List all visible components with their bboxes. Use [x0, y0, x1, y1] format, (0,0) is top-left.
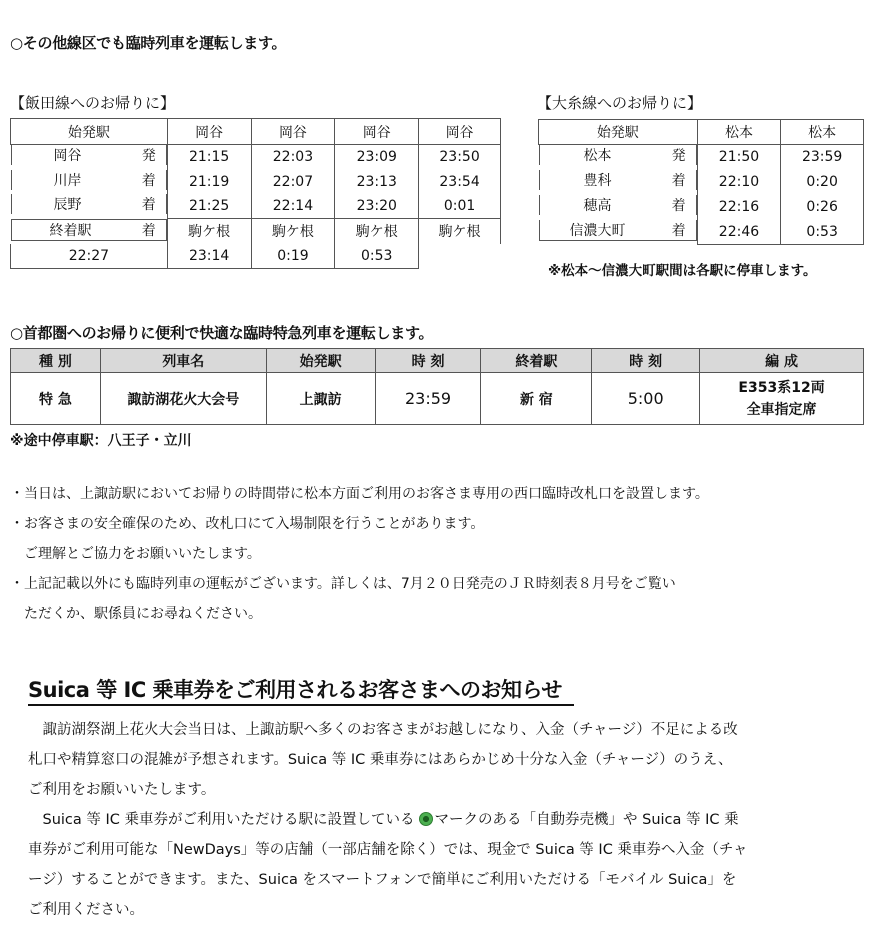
oito-line-timetable	[538, 119, 864, 245]
ic-card-mark-icon	[419, 812, 433, 826]
formation-cars: E353系12両	[738, 379, 825, 396]
terminal-row	[11, 219, 501, 244]
time-cell: 22:46	[697, 220, 781, 245]
arrival-mark: 着	[141, 222, 156, 239]
time-cell: 21:19	[167, 170, 251, 194]
arrival-time: 5:00	[592, 373, 700, 425]
header-origin: 始発駅	[266, 349, 375, 373]
station-name: 辰野	[53, 196, 82, 213]
time-cell: 0:53	[335, 244, 419, 269]
time-cell: 23:20	[335, 194, 419, 219]
destination-cell: 駒ケ根	[251, 219, 335, 244]
time-cell: 23:14	[167, 244, 251, 269]
paragraph-line: ご利用ください。	[28, 902, 144, 918]
time-cell: 0:01	[419, 194, 501, 219]
section-heading-express: ○首都圏へのお帰りに便利で快適な臨時特急列車を運転します。	[10, 324, 434, 342]
station-cell	[539, 145, 697, 165]
station-name: 岡谷	[53, 148, 82, 164]
arrival-departure-mark: 着	[141, 172, 156, 189]
header-departure-time: 時 刻	[375, 349, 481, 373]
paragraph-line: 札口や精算窓口の混雑が予想されます。Suica 等 IC 乗車券にはあらかじめ十分な入金（チャージ）のうえ、	[28, 752, 733, 768]
station-cell	[539, 170, 697, 190]
paragraph-line: ご利用をお願いいたします。	[28, 782, 216, 798]
time-cell: 22:14	[251, 194, 335, 219]
train-kind: 特 急	[11, 373, 101, 425]
table-header-row	[539, 120, 864, 145]
time-cell: 22:16	[697, 195, 781, 220]
header-kind: 種 別	[11, 349, 101, 373]
express-stop-note: ※途中停車駅：八王子・立川	[10, 433, 192, 449]
terminal-station-cell	[11, 219, 167, 241]
table-header-row	[11, 119, 501, 145]
time-cell: 0:19	[251, 244, 335, 269]
paragraph-text: マークのある「自動券売機」や Suica 等 IC 乗	[434, 812, 739, 828]
station-cell	[539, 195, 697, 215]
destination-station: 新 宿	[481, 373, 592, 425]
header-cell: 岡谷	[419, 119, 501, 145]
time-cell: 22:07	[251, 170, 335, 194]
arrival-departure-mark: 発	[141, 148, 156, 164]
station-name: 松本	[583, 148, 612, 164]
header-origin: 始発駅	[539, 120, 698, 145]
station-cell	[11, 170, 167, 190]
arrival-departure-mark: 着	[671, 222, 686, 239]
arrival-departure-mark: 着	[671, 197, 686, 214]
time-cell: 23:50	[419, 145, 501, 170]
time-cell: 23:13	[335, 170, 419, 194]
header-cell: 松本	[697, 120, 781, 145]
time-cell: 0:20	[781, 170, 864, 195]
station-name: 穂高	[583, 197, 612, 214]
header-cell: 岡谷	[167, 119, 251, 145]
header-train-name: 列車名	[100, 349, 266, 373]
time-cell: 22:03	[251, 145, 335, 170]
suica-section-title: Suica 等 IC 乗車券をご利用されるお客さまへのお知らせ	[28, 674, 574, 706]
station-cell	[11, 145, 167, 165]
arrival-departure-mark: 発	[671, 148, 686, 164]
destination-cell: 駒ケ根	[335, 219, 419, 244]
list-item: ・お客さまの安全確保のため、改札口にて入場制限を行うことがあります。	[10, 516, 485, 532]
iida-line-timetable	[10, 118, 501, 269]
arrival-departure-mark: 着	[141, 196, 156, 213]
time-cell: 23:59	[781, 145, 864, 170]
list-item: ご理解とご協力をお願いいたします。	[10, 546, 261, 562]
destination-cell: 駒ケ根	[419, 219, 501, 244]
notice-list	[10, 479, 709, 629]
time-cell: 21:15	[167, 145, 251, 170]
arrival-departure-mark: 着	[671, 172, 686, 189]
station-cell	[11, 194, 167, 214]
terminal-label: 終着駅	[49, 222, 92, 239]
header-cell: 岡谷	[335, 119, 419, 145]
header-formation: 編 成	[700, 349, 864, 373]
origin-station: 上諏訪	[266, 373, 375, 425]
table-row	[11, 170, 501, 194]
table-row	[539, 220, 864, 245]
paragraph-text: Suica 等 IC 乗車券がご利用いただける駅に設置している	[28, 812, 415, 828]
terminal-time-row	[11, 244, 501, 269]
time-cell: 23:09	[335, 145, 419, 170]
header-arrival-time: 時 刻	[592, 349, 700, 373]
table-row	[11, 373, 864, 425]
paragraph-line: 諏訪湖祭湖上花火大会当日は、上諏訪駅へ多くのお客さまがお越しになり、入金（チャージ）不足による改	[28, 722, 738, 738]
table-row	[11, 194, 501, 219]
list-item: ・当日は、上諏訪駅においてお帰りの時間帯に松本方面ご利用のお客さま専用の西口臨時改札口を設置します。	[10, 486, 709, 502]
station-name: 豊科	[583, 172, 612, 189]
header-origin: 始発駅	[11, 119, 168, 145]
time-cell: 21:50	[697, 145, 781, 170]
time-cell: 23:54	[419, 170, 501, 194]
table-row	[11, 145, 501, 170]
time-cell: 22:27	[11, 244, 168, 269]
table-header-row	[11, 349, 864, 373]
list-item: ただくか、駅係員にお尋ねください。	[10, 606, 262, 622]
header-destination: 終着駅	[481, 349, 592, 373]
table-row	[539, 195, 864, 220]
formation-cell	[700, 373, 864, 425]
oito-line-note: ※松本～信濃大町駅間は各駅に停車します。	[548, 263, 817, 279]
table-row	[539, 145, 864, 170]
oito-line-caption: 【大糸線へのお帰りに】	[537, 94, 703, 112]
destination-cell: 駒ケ根	[167, 219, 251, 244]
time-cell: 0:53	[781, 220, 864, 245]
express-train-table	[10, 348, 864, 425]
train-name: 諏訪湖花火大会号	[100, 373, 266, 425]
time-cell: 21:25	[167, 194, 251, 219]
departure-time: 23:59	[375, 373, 481, 425]
section-heading-other-lines: ○その他線区でも臨時列車を運転します。	[10, 34, 287, 52]
paragraph-line: 車券がご利用可能な「NewDays」等の店舗（一部店舗を除く）では、現金で Suica 等 IC 乗車券へ入金（チャ	[28, 842, 748, 858]
formation-seats: 全車指定席	[746, 401, 817, 418]
station-cell	[539, 220, 697, 241]
paragraph-line: ージ）することができます。また、Suica をスマートフォンで簡単にご利用いただける「モバイル Suica」を	[28, 872, 737, 888]
station-name: 信濃大町	[569, 222, 626, 239]
suica-notice-body	[28, 715, 748, 925]
header-cell: 岡谷	[251, 119, 335, 145]
table-row	[539, 170, 864, 195]
paragraph-line	[28, 805, 748, 835]
list-item: ・上記記載以外にも臨時列車の運転がございます。詳しくは、7月２０日発売のＪＲ時刻表８月号をご覧い	[10, 576, 676, 592]
iida-line-caption: 【飯田線へのお帰りに】	[10, 94, 176, 112]
time-cell: 22:10	[697, 170, 781, 195]
time-cell: 0:26	[781, 195, 864, 220]
header-cell: 松本	[781, 120, 864, 145]
station-name: 川岸	[53, 172, 82, 189]
